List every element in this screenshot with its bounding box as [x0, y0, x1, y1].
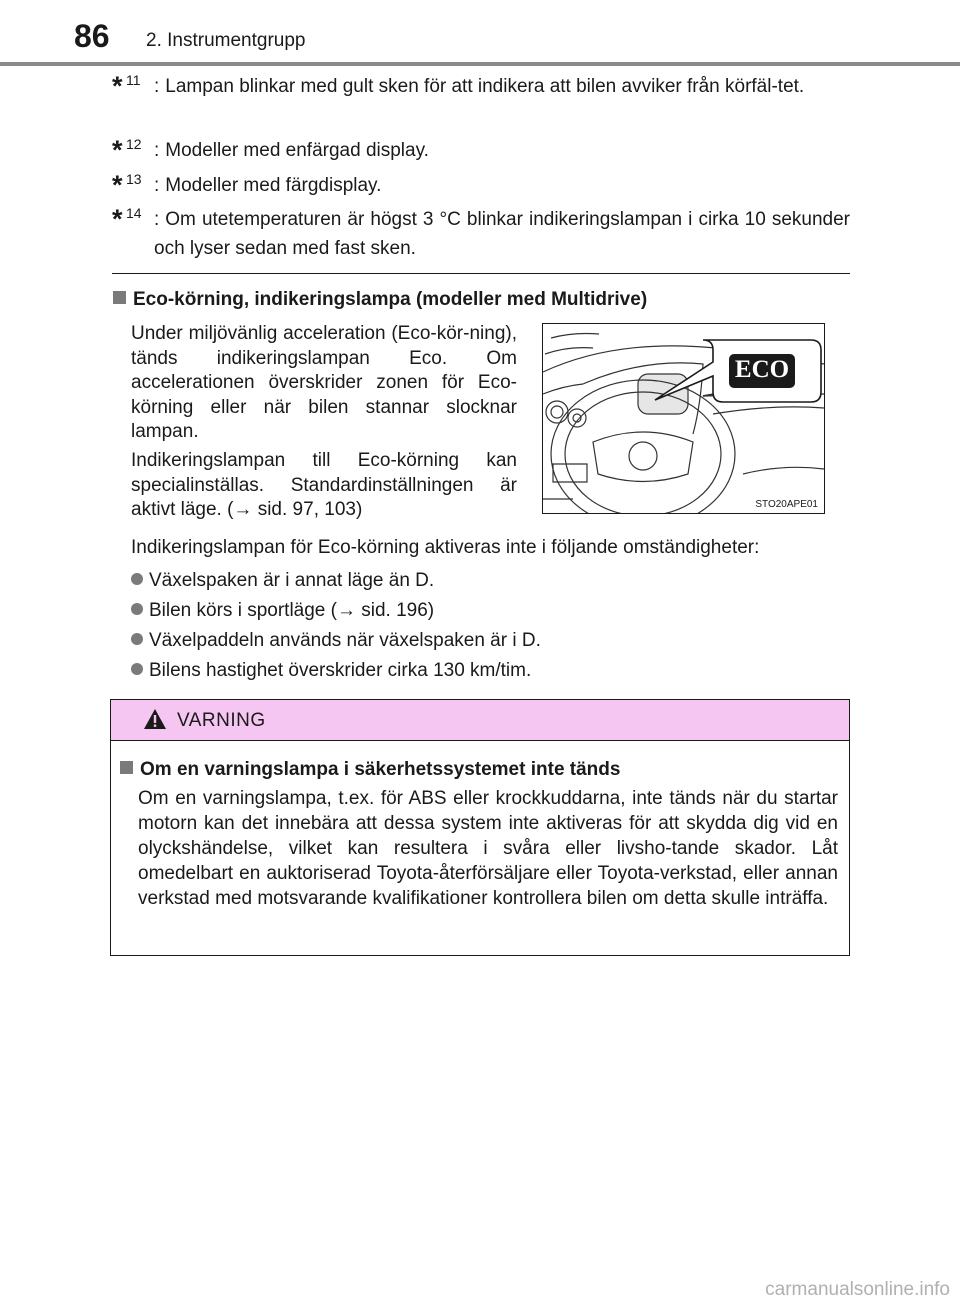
- warning-header: [111, 700, 849, 741]
- footnote-mark: *: [112, 71, 123, 101]
- list-item-text: Växelpaddeln används när växelspaken är i D.: [149, 630, 541, 651]
- footnote-number: 12: [126, 136, 142, 152]
- footnote-text: Om utetemperaturen är högst 3 °C blinkar indikeringslampan i cirka 10 sekunder och lyser sedan med fast sken.: [154, 209, 850, 259]
- eco-illustration: [542, 323, 825, 514]
- warning-title: VARNING: [177, 710, 266, 731]
- footnote-colon: :: [154, 175, 160, 196]
- footnote-12: [112, 136, 850, 165]
- warning-triangle-icon: [143, 708, 167, 730]
- list-item: [131, 600, 434, 622]
- list-item: [131, 630, 541, 652]
- page-number: 86: [74, 18, 110, 54]
- square-icon: [120, 761, 133, 774]
- warning-body: Om en varningslampa, t.ex. för ABS eller krockkuddarna, inte tänds när du startar motorn kan det innebära att dessa system inte aktiveras för att skydda dig vid en olyckshändelse, vilket kan resultera i svåra eller livsho-tande skador. Låt omedelbart en auktoriserad Toyota-återförsäljare eller Toyota-verkstad, eller annan verkstad med motsvarande kvalifikationer kontrollera bilen om detta skulle inträffa.: [138, 788, 838, 909]
- footnote-11: [112, 72, 850, 101]
- footnote-text: Modeller med enfärgad display.: [165, 140, 429, 161]
- eco-description-paragraph: Under miljövänlig acceleration (Eco-kör-ning), tänds indikeringslampan Eco. Om accelerationen överskrider zonen för Eco-körning eller när bilen stannar slocknar lampan.: [131, 323, 517, 442]
- section-heading: [113, 289, 647, 311]
- warning-heading: [120, 759, 620, 781]
- list-item-text: Växelspaken är i annat läge än D.: [149, 570, 435, 591]
- footnote-colon: :: [154, 140, 160, 161]
- list-item-text: Bilen körs i sportläge (→ sid. 196): [149, 600, 435, 621]
- list-item-text: Bilens hastighet överskrider cirka 130 km/tim.: [149, 660, 532, 681]
- bullet-dot-icon: [131, 603, 143, 615]
- footnote-colon: :: [154, 209, 160, 230]
- footnote-text: Lampan blinkar med gult sken för att indikera att bilen avviker från körfäl-tet.: [165, 76, 805, 97]
- footnote-14: [112, 205, 850, 263]
- bullet-dot-icon: [131, 663, 143, 675]
- footnote-text: Modeller med färgdisplay.: [165, 175, 382, 196]
- bullet-dot-icon: [131, 633, 143, 645]
- footnote-mark: *: [112, 204, 123, 234]
- bullet-dot-icon: [131, 573, 143, 585]
- footnote-mark: *: [112, 135, 123, 165]
- footnote-13: [112, 171, 850, 200]
- warning-heading-text: Om en varningslampa i säkerhetssystemet inte tänds: [140, 759, 621, 780]
- list-item: [131, 660, 531, 682]
- figure-caption: STO20APE01: [755, 499, 818, 510]
- footnote-mark: *: [112, 170, 123, 200]
- square-icon: [113, 291, 126, 304]
- footnote-number: 13: [126, 171, 142, 187]
- section-heading-text: Eco-körning, indikeringslampa (modeller med Multidrive): [133, 289, 648, 310]
- list-item: [131, 570, 434, 592]
- footnote-colon: :: [154, 76, 160, 97]
- watermark: carmanualsonline.info: [765, 1279, 950, 1300]
- section-rule: [112, 273, 850, 274]
- conditions-intro: Indikeringslampan för Eco-körning aktiveras inte i följande omständigheter:: [131, 537, 760, 558]
- warning-box: [110, 699, 850, 956]
- footnote-number: 11: [126, 72, 141, 88]
- chapter-title: 2. Instrumentgrupp: [146, 30, 306, 51]
- header-rule: [0, 62, 960, 66]
- dashboard-steering-wheel-drawing: [543, 324, 824, 513]
- eco-setting-paragraph: Indikeringslampan till Eco-körning kan specialinställas. Standardinställningen är aktivt läge. (→ sid. 97, 103): [131, 450, 517, 520]
- eco-badge-label: ECO: [734, 356, 790, 383]
- footnote-number: 14: [126, 205, 142, 221]
